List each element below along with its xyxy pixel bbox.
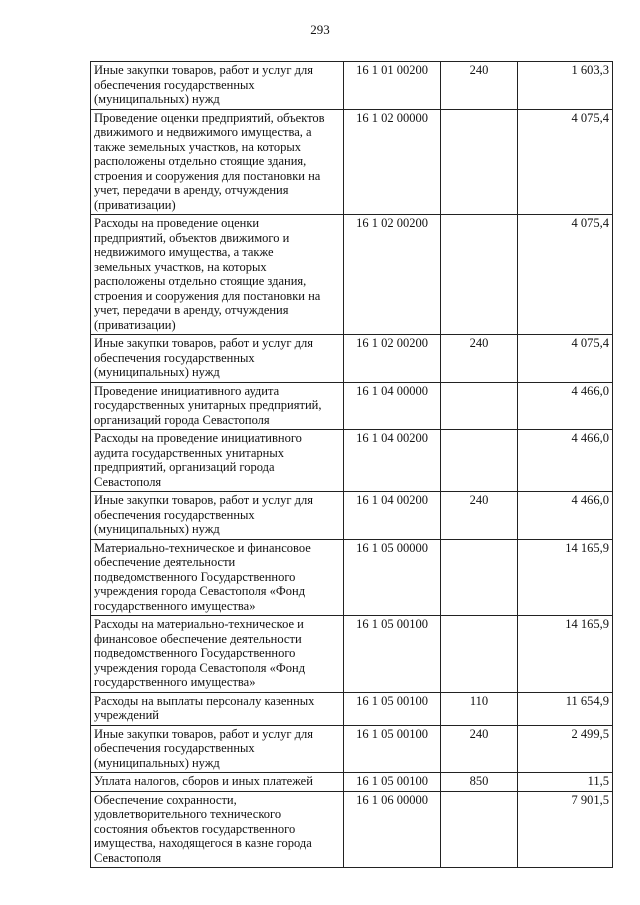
row-name: Иные закупки товаров, работ и услуг для обеспечения государственных (муниципальных) нужд — [91, 492, 344, 540]
row-expense-type — [441, 539, 518, 616]
page-number: 293 — [310, 22, 330, 37]
table-row — [91, 430, 613, 492]
row-code: 16 1 04 00000 — [344, 382, 441, 430]
row-name: Уплата налогов, сборов и иных платежей — [91, 773, 344, 792]
row-name: Расходы на выплаты персоналу казенных учреждений — [91, 692, 344, 725]
row-sum: 11,5 — [518, 773, 613, 792]
table-row — [91, 492, 613, 540]
row-name: Проведение оценки предприятий, объектов движимого и недвижимого имущества, а также земельных участков, на которых расположены отдельно стоящие здания, строения и сооружения для постановки на учет, передачи в аренду, отчуждения (приватизации) — [91, 109, 344, 215]
row-code: 16 1 04 00200 — [344, 430, 441, 492]
row-code: 16 1 06 00000 — [344, 791, 441, 868]
row-expense-type — [441, 109, 518, 215]
row-sum: 7 901,5 — [518, 791, 613, 868]
row-sum: 4 466,0 — [518, 382, 613, 430]
row-sum: 4 075,4 — [518, 335, 613, 383]
row-name: Иные закупки товаров, работ и услуг для обеспечения государственных (муниципальных) нужд — [91, 62, 344, 110]
row-sum: 11 654,9 — [518, 692, 613, 725]
row-sum: 4 466,0 — [518, 430, 613, 492]
row-sum: 1 603,3 — [518, 62, 613, 110]
table-row — [91, 382, 613, 430]
row-code: 16 1 02 00000 — [344, 109, 441, 215]
table-row — [91, 692, 613, 725]
row-code: 16 1 05 00100 — [344, 773, 441, 792]
table-row — [91, 539, 613, 616]
row-sum: 4 075,4 — [518, 109, 613, 215]
row-expense-type — [441, 791, 518, 868]
row-expense-type: 110 — [441, 692, 518, 725]
row-name: Расходы на проведение оценки предприятий, объектов движимого и недвижимого имущества, а также земельных участков, на которых расположены отдельно стоящие здания, строения и сооружения для постановки на учет, передачи в аренду, отчуждения (приватизации) — [91, 215, 344, 335]
row-expense-type: 240 — [441, 335, 518, 383]
table-row — [91, 616, 613, 693]
row-code: 16 1 05 00100 — [344, 616, 441, 693]
row-sum: 14 165,9 — [518, 539, 613, 616]
row-code: 16 1 04 00200 — [344, 492, 441, 540]
row-code: 16 1 05 00100 — [344, 692, 441, 725]
row-expense-type: 240 — [441, 492, 518, 540]
row-code: 16 1 01 00200 — [344, 62, 441, 110]
row-expense-type: 240 — [441, 62, 518, 110]
row-sum: 4 075,4 — [518, 215, 613, 335]
row-sum: 2 499,5 — [518, 725, 613, 773]
table-row — [91, 335, 613, 383]
row-sum: 14 165,9 — [518, 616, 613, 693]
table-row — [91, 215, 613, 335]
row-sum: 4 466,0 — [518, 492, 613, 540]
row-name: Расходы на материально-техническое и финансовое обеспечение деятельности подведомственного Государственного учреждения города Севастополя «Фонд государственного имущества» — [91, 616, 344, 693]
row-code: 16 1 05 00000 — [344, 539, 441, 616]
row-expense-type — [441, 382, 518, 430]
row-expense-type — [441, 616, 518, 693]
row-code: 16 1 05 00100 — [344, 725, 441, 773]
row-expense-type: 240 — [441, 725, 518, 773]
row-name: Материально-техническое и финансовое обеспечение деятельности подведомственного Государственного учреждения города Севастополя «Фонд государственного имущества» — [91, 539, 344, 616]
row-expense-type: 850 — [441, 773, 518, 792]
table-row — [91, 109, 613, 215]
row-code: 16 1 02 00200 — [344, 215, 441, 335]
row-name: Проведение инициативного аудита государственных унитарных предприятий, организаций города Севастополя — [91, 382, 344, 430]
row-name: Иные закупки товаров, работ и услуг для обеспечения государственных (муниципальных) нужд — [91, 335, 344, 383]
table-row — [91, 791, 613, 868]
budget-table — [90, 61, 613, 868]
row-name: Обеспечение сохранности, удовлетворительного технического состояния объектов государственного имущества, находящегося в казне города Севастополя — [91, 791, 344, 868]
row-name: Иные закупки товаров, работ и услуг для обеспечения государственных (муниципальных) нужд — [91, 725, 344, 773]
row-expense-type — [441, 430, 518, 492]
table-row — [91, 725, 613, 773]
table-row — [91, 62, 613, 110]
table-row — [91, 773, 613, 792]
row-name: Расходы на проведение инициативного аудита государственных унитарных предприятий, организаций города Севастополя — [91, 430, 344, 492]
row-expense-type — [441, 215, 518, 335]
row-code: 16 1 02 00200 — [344, 335, 441, 383]
